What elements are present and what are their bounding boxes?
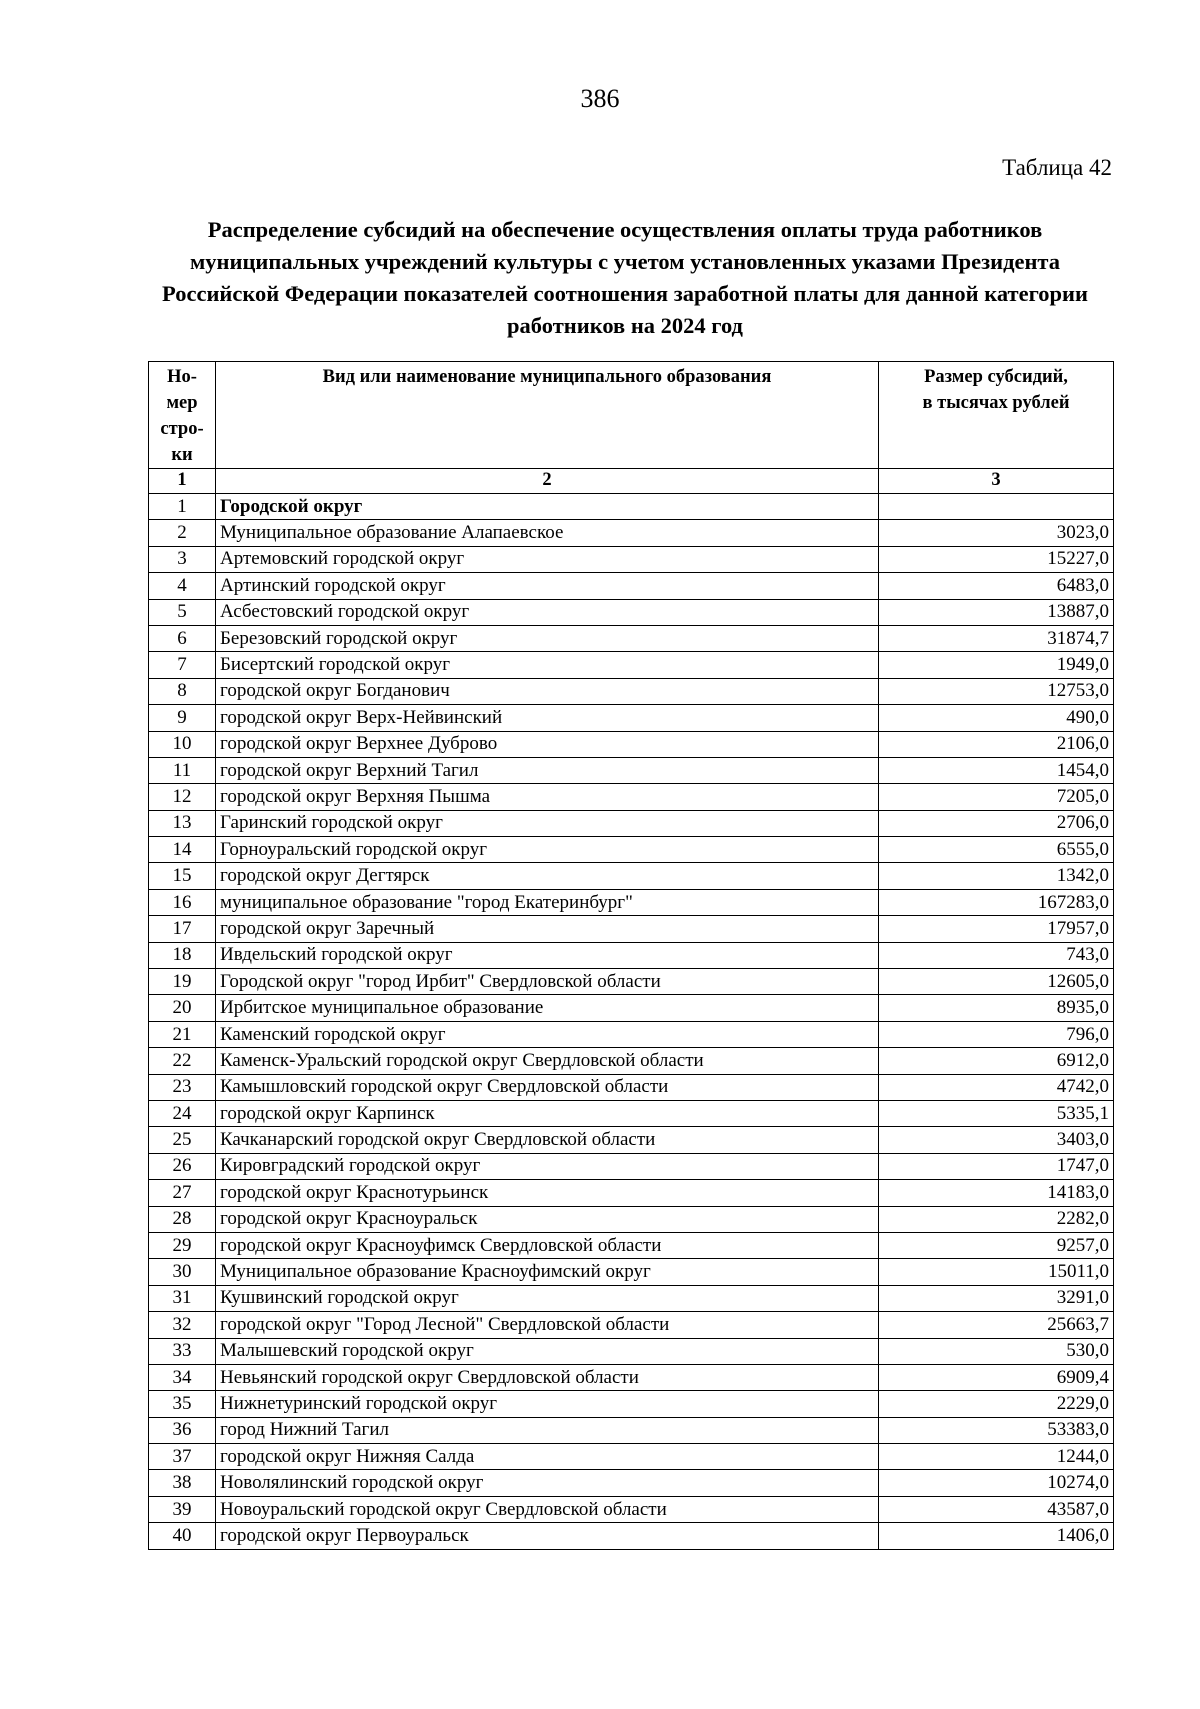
subsidy-value-cell: 1342,0 (879, 863, 1114, 889)
municipality-name-cell: Гаринский городской округ (216, 810, 879, 836)
row-number-cell: 14 (149, 837, 216, 863)
header-row-number-line: ки (171, 445, 193, 465)
municipality-name-cell: Ивдельский городской округ (216, 942, 879, 968)
table-row (149, 1100, 1114, 1126)
table-row (149, 1048, 1114, 1074)
municipality-name-cell: Малышевский городской округ (216, 1338, 879, 1364)
subsidy-value-cell: 490,0 (879, 705, 1114, 731)
row-number-cell: 32 (149, 1312, 216, 1338)
table-row (149, 1074, 1114, 1100)
row-number-cell: 39 (149, 1496, 216, 1522)
table-row (149, 625, 1114, 651)
subsidy-value-cell: 530,0 (879, 1338, 1114, 1364)
subsidy-value-cell: 1244,0 (879, 1444, 1114, 1470)
subsidy-value-cell: 6912,0 (879, 1048, 1114, 1074)
header-subsidy-line: Размер субсидий, (924, 367, 1068, 387)
subsidy-value-cell: 7205,0 (879, 784, 1114, 810)
municipality-name-cell: городской округ Богданович (216, 678, 879, 704)
municipality-name-cell: городской округ Красноуфимск Свердловской области (216, 1232, 879, 1258)
municipality-name-cell: муниципальное образование "город Екатеринбург" (216, 889, 879, 915)
row-number-cell: 21 (149, 1021, 216, 1047)
subsidy-value-cell: 167283,0 (879, 889, 1114, 915)
row-number-cell: 18 (149, 942, 216, 968)
header-municipality-name: Вид или наименование муниципального образования (216, 362, 879, 469)
municipality-name-cell: Асбестовский городской округ (216, 599, 879, 625)
subsidy-value-cell: 14183,0 (879, 1180, 1114, 1206)
subsidy-value-cell: 31874,7 (879, 625, 1114, 651)
column-number: 3 (879, 469, 1114, 494)
municipality-name-cell: городской округ Красноуральск (216, 1206, 879, 1232)
table-row (149, 995, 1114, 1021)
row-number-cell: 22 (149, 1048, 216, 1074)
table-row (149, 837, 1114, 863)
row-number-cell: 12 (149, 784, 216, 810)
table-row (149, 1338, 1114, 1364)
municipality-name-cell: Качканарский городской округ Свердловской области (216, 1127, 879, 1153)
municipality-name-cell: Новоуральский городской округ Свердловской области (216, 1496, 879, 1522)
table-row (149, 1232, 1114, 1258)
row-number-cell: 17 (149, 916, 216, 942)
row-number-cell: 29 (149, 1232, 216, 1258)
header-row-number-line: стро- (160, 419, 204, 439)
municipality-name-cell: Артемовский городской округ (216, 546, 879, 572)
table-row (149, 1391, 1114, 1417)
table-row (149, 652, 1114, 678)
row-number-cell: 10 (149, 731, 216, 757)
table-row (149, 1312, 1114, 1338)
subsidy-value-cell: 2106,0 (879, 731, 1114, 757)
table-row (149, 1364, 1114, 1390)
subsidy-value-cell: 15011,0 (879, 1259, 1114, 1285)
row-number-cell: 7 (149, 652, 216, 678)
row-number-cell: 1 (149, 494, 216, 520)
row-number-cell: 38 (149, 1470, 216, 1496)
table-row (149, 916, 1114, 942)
subsidy-value-cell: 3291,0 (879, 1285, 1114, 1311)
page-number: 386 (580, 84, 620, 113)
subsidy-value-cell: 2282,0 (879, 1206, 1114, 1232)
table-row (149, 1417, 1114, 1443)
header-subsidy-amount (879, 362, 1114, 469)
municipality-name-cell: городской округ Первоуральск (216, 1523, 879, 1549)
subsidy-value-cell: 1949,0 (879, 652, 1114, 678)
table-row (149, 810, 1114, 836)
table-row (149, 969, 1114, 995)
table-row (149, 520, 1114, 546)
subsidy-value-cell: 743,0 (879, 942, 1114, 968)
row-number-cell: 9 (149, 705, 216, 731)
header-subsidy-line: в тысячах рублей (922, 393, 1070, 413)
subsidy-value-cell: 2229,0 (879, 1391, 1114, 1417)
municipality-name-cell: городской округ Верх-Нейвинский (216, 705, 879, 731)
municipality-name-cell: Каменский городской округ (216, 1021, 879, 1047)
subsidy-value-cell: 6483,0 (879, 573, 1114, 599)
subsidy-table (148, 361, 1114, 1550)
table-label: Таблица 42 (1002, 155, 1112, 180)
subsidy-value-cell: 6555,0 (879, 837, 1114, 863)
municipality-name-cell: Муниципальное образование Алапаевское (216, 520, 879, 546)
municipality-name-cell: Артинский городской округ (216, 573, 879, 599)
municipality-name-cell: Нижнетуринский городской округ (216, 1391, 879, 1417)
municipality-name-cell: городской округ Верхняя Пышма (216, 784, 879, 810)
table-row (149, 678, 1114, 704)
municipality-name-cell: Кировградский городской округ (216, 1153, 879, 1179)
subsidy-value-cell: 3023,0 (879, 520, 1114, 546)
row-number-cell: 30 (149, 1259, 216, 1285)
table-row (149, 1444, 1114, 1470)
row-number-cell: 25 (149, 1127, 216, 1153)
municipality-name-cell: городской округ Верхнее Дуброво (216, 731, 879, 757)
municipality-name-cell: городской округ Карпинск (216, 1100, 879, 1126)
municipality-name-cell: Городской округ (216, 494, 879, 520)
row-number-cell: 28 (149, 1206, 216, 1232)
row-number-cell: 33 (149, 1338, 216, 1364)
table-row (149, 757, 1114, 783)
row-number-cell: 35 (149, 1391, 216, 1417)
row-number-cell: 11 (149, 757, 216, 783)
subsidy-value-cell: 8935,0 (879, 995, 1114, 1021)
subsidy-value-cell: 9257,0 (879, 1232, 1114, 1258)
subsidy-value-cell: 5335,1 (879, 1100, 1114, 1126)
subsidy-value-cell: 4742,0 (879, 1074, 1114, 1100)
row-number-cell: 24 (149, 1100, 216, 1126)
header-row-number (149, 362, 216, 469)
subsidy-value-cell: 13887,0 (879, 599, 1114, 625)
subsidy-value-cell (879, 494, 1114, 520)
subsidy-value-cell: 15227,0 (879, 546, 1114, 572)
column-number: 2 (216, 469, 879, 494)
table-row (149, 494, 1114, 520)
municipality-name-cell: Каменск-Уральский городской округ Свердловской области (216, 1048, 879, 1074)
table-row (149, 1523, 1114, 1549)
municipality-name-cell: Муниципальное образование Красноуфимский округ (216, 1259, 879, 1285)
table-row (149, 889, 1114, 915)
subsidy-value-cell: 53383,0 (879, 1417, 1114, 1443)
row-number-cell: 20 (149, 995, 216, 1021)
table-row (149, 599, 1114, 625)
row-number-cell: 13 (149, 810, 216, 836)
table-row (149, 1285, 1114, 1311)
row-number-cell: 40 (149, 1523, 216, 1549)
row-number-cell: 23 (149, 1074, 216, 1100)
municipality-name-cell: городской округ Заречный (216, 916, 879, 942)
municipality-name-cell: Горноуральский городской округ (216, 837, 879, 863)
row-number-cell: 37 (149, 1444, 216, 1470)
table-row (149, 1127, 1114, 1153)
table-row (149, 1180, 1114, 1206)
table-row (149, 1470, 1114, 1496)
row-number-cell: 15 (149, 863, 216, 889)
table-body (149, 494, 1114, 1550)
municipality-name-cell: Камышловский городской округ Свердловской области (216, 1074, 879, 1100)
subsidy-value-cell: 25663,7 (879, 1312, 1114, 1338)
municipality-name-cell: Ирбитское муниципальное образование (216, 995, 879, 1021)
row-number-cell: 6 (149, 625, 216, 651)
municipality-name-cell: город Нижний Тагил (216, 1417, 879, 1443)
subsidy-value-cell: 2706,0 (879, 810, 1114, 836)
row-number-cell: 34 (149, 1364, 216, 1390)
municipality-name-cell: Кушвинский городской округ (216, 1285, 879, 1311)
table-row (149, 705, 1114, 731)
municipality-name-cell: городской округ Нижняя Салда (216, 1444, 879, 1470)
row-number-cell: 4 (149, 573, 216, 599)
municipality-name-cell: городской округ Краснотурьинск (216, 1180, 879, 1206)
municipality-name-cell: Невьянский городской округ Свердловской области (216, 1364, 879, 1390)
row-number-cell: 27 (149, 1180, 216, 1206)
municipality-name-cell: Городской округ "город Ирбит" Свердловской области (216, 969, 879, 995)
table-row (149, 942, 1114, 968)
subsidy-value-cell: 12605,0 (879, 969, 1114, 995)
document-title: Распределение субсидий на обеспечение осуществления оплаты труда работников муниципальных учреждений культуры с учетом установленных указами Президента Российской Федерации показателей соотношения заработной платы для данной категории работников на 2024 год (162, 217, 1088, 338)
subsidy-value-cell: 1747,0 (879, 1153, 1114, 1179)
municipality-name-cell: городской округ "Город Лесной" Свердловской области (216, 1312, 879, 1338)
subsidy-value-cell: 796,0 (879, 1021, 1114, 1047)
table-row (149, 784, 1114, 810)
subsidy-value-cell: 43587,0 (879, 1496, 1114, 1522)
table-row (149, 546, 1114, 572)
row-number-cell: 5 (149, 599, 216, 625)
table-row (149, 1496, 1114, 1522)
row-number-cell: 8 (149, 678, 216, 704)
table-row (149, 1206, 1114, 1232)
subsidy-value-cell: 10274,0 (879, 1470, 1114, 1496)
table-row (149, 1259, 1114, 1285)
header-row-number-line: мер (166, 393, 198, 413)
subsidy-value-cell: 3403,0 (879, 1127, 1114, 1153)
table-row (149, 1153, 1114, 1179)
row-number-cell: 3 (149, 546, 216, 572)
table-row (149, 573, 1114, 599)
subsidy-value-cell: 1454,0 (879, 757, 1114, 783)
row-number-cell: 2 (149, 520, 216, 546)
row-number-cell: 16 (149, 889, 216, 915)
municipality-name-cell: городской округ Верхний Тагил (216, 757, 879, 783)
subsidy-value-cell: 12753,0 (879, 678, 1114, 704)
column-number: 1 (149, 469, 216, 494)
table-row (149, 863, 1114, 889)
row-number-cell: 26 (149, 1153, 216, 1179)
municipality-name-cell: Новолялинский городской округ (216, 1470, 879, 1496)
column-numbers-row (149, 469, 1114, 494)
municipality-name-cell: Бисертский городской округ (216, 652, 879, 678)
subsidy-value-cell: 6909,4 (879, 1364, 1114, 1390)
header-row-number-line: Но- (167, 367, 197, 387)
municipality-name-cell: Березовский городской округ (216, 625, 879, 651)
subsidy-value-cell: 17957,0 (879, 916, 1114, 942)
table-header-row (149, 362, 1114, 469)
municipality-name-cell: городской округ Дегтярск (216, 863, 879, 889)
row-number-cell: 36 (149, 1417, 216, 1443)
table-row (149, 1021, 1114, 1047)
subsidy-value-cell: 1406,0 (879, 1523, 1114, 1549)
row-number-cell: 31 (149, 1285, 216, 1311)
table-row (149, 731, 1114, 757)
row-number-cell: 19 (149, 969, 216, 995)
